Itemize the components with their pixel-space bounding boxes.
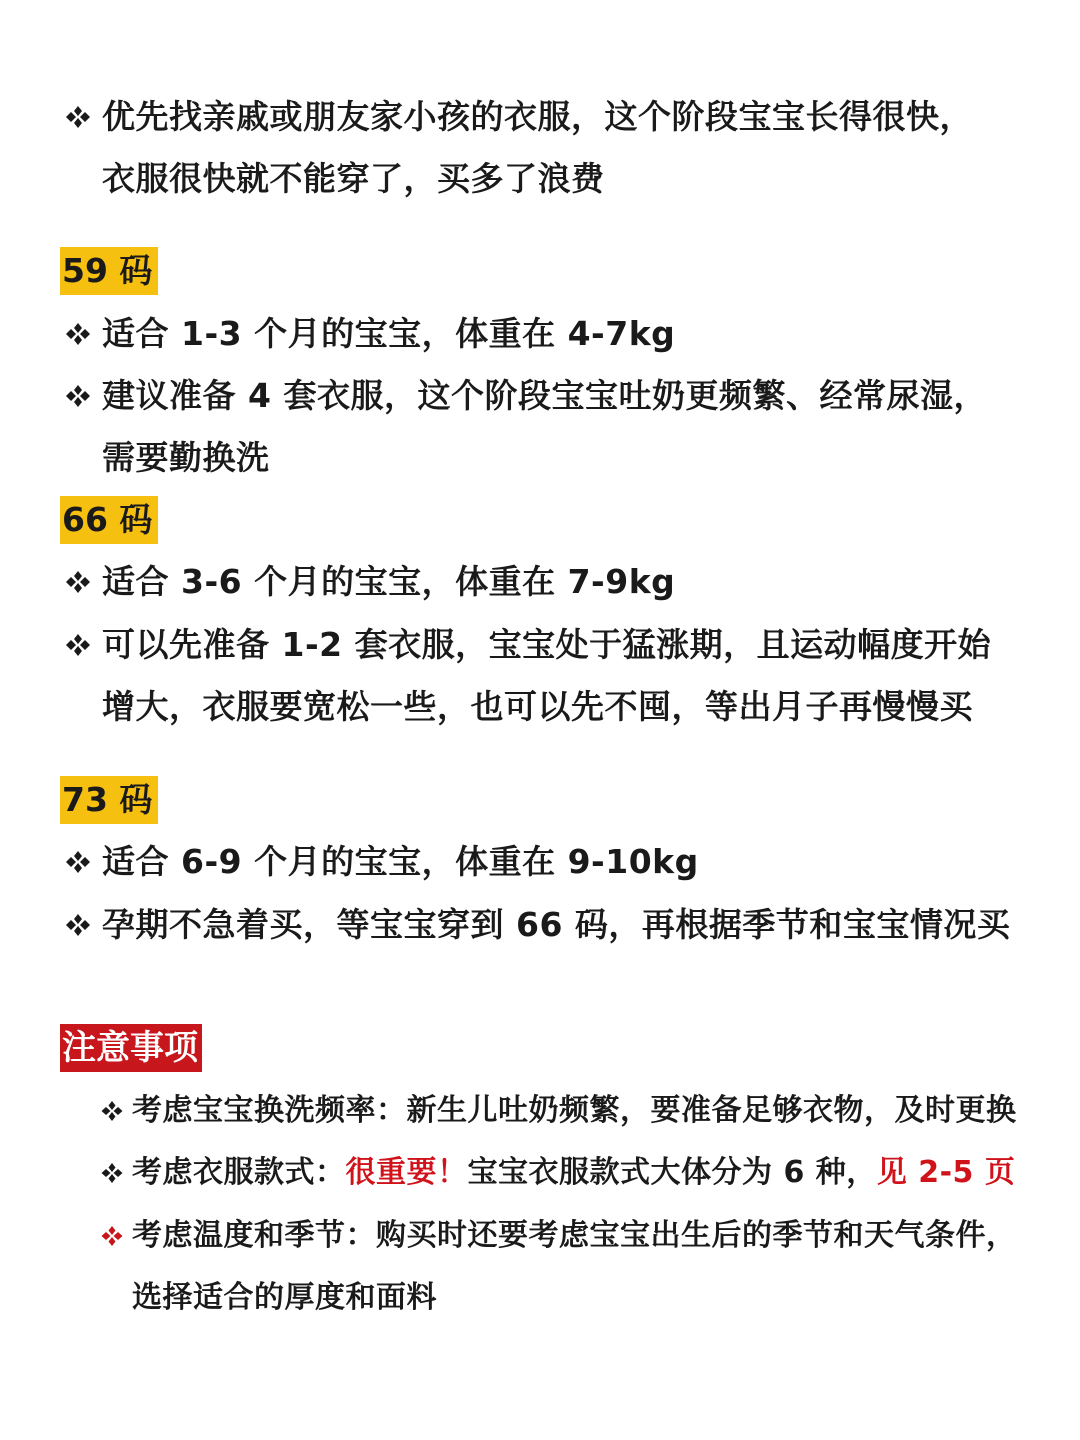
four-diamond-icon (60, 86, 96, 148)
size59-item-2 (60, 365, 1050, 489)
size73-item-2-text: 孕期不急着买，等宝宝穿到 66 码，再根据季节和宝宝情况买 (102, 905, 1011, 944)
size73-item-1-text: 适合 6-9 个月的宝宝，体重在 9-10kg (102, 842, 699, 881)
red-four-diamond-icon (96, 1205, 128, 1267)
notice-item-2 (96, 1142, 1056, 1204)
four-diamond-icon (60, 831, 96, 893)
size59-item-2-line-2: 需要勤换洗 (102, 438, 270, 477)
notice-item-1-text: 考虑宝宝换洗频率：新生儿吐奶频繁，要准备足够衣物，及时更换 (132, 1093, 1017, 1128)
size66-item-2-line-1: 可以先准备 1-2 套衣服，宝宝处于猛涨期，且运动幅度开始 (102, 625, 992, 664)
size73-item-2 (60, 894, 1050, 956)
notice-item-2-label: 考虑衣服款式： (132, 1155, 346, 1190)
intro-line-2: 衣服很快就不能穿了，买多了浪费 (102, 159, 605, 198)
notice-title: 注意事项 (60, 1024, 202, 1072)
intro-bullet (60, 86, 1050, 210)
four-diamond-icon (60, 303, 96, 365)
size66-item-1-text: 适合 3-6 个月的宝宝，体重在 7-9kg (102, 562, 676, 601)
four-diamond-icon (60, 365, 96, 427)
notice-item-2-important: 很重要！ (345, 1155, 468, 1190)
size66-item-1 (60, 551, 1050, 613)
four-diamond-icon (96, 1142, 128, 1204)
size66-item-2 (60, 614, 1050, 738)
intro-line-1: 优先找亲戚或朋友家小孩的衣服，这个阶段宝宝长得很快， (102, 97, 973, 136)
notice-item-1 (96, 1080, 1056, 1142)
size59-item-1-text: 适合 1-3 个月的宝宝，体重在 4-7kg (102, 314, 676, 353)
notice-item-3 (96, 1205, 1056, 1329)
notice-item-2-page-ref: 见 2-5 页 (876, 1155, 1016, 1190)
size66-item-2-line-2: 增大，衣服要宽松一些，也可以先不囤，等出月子再慢慢买 (102, 687, 973, 726)
four-diamond-icon (60, 894, 96, 956)
size-tag-59: 59 码 (60, 247, 158, 295)
four-diamond-icon (60, 614, 96, 676)
size59-item-2-line-1: 建议准备 4 套衣服，这个阶段宝宝吐奶更频繁、经常尿湿， (102, 376, 987, 415)
notice-item-3-line-2: 选择适合的厚度和面料 (132, 1280, 437, 1315)
notice-item-3-line-1: 考虑温度和季节：购买时还要考虑宝宝出生后的季节和天气条件， (132, 1218, 1017, 1253)
four-diamond-icon (60, 551, 96, 613)
size-tag-73: 73 码 (60, 776, 158, 824)
size-tag-66: 66 码 (60, 496, 158, 544)
size73-item-1 (60, 831, 1050, 893)
four-diamond-icon (96, 1080, 128, 1142)
notice-item-2-body: 宝宝衣服款式大体分为 6 种， (467, 1155, 877, 1190)
size59-item-1 (60, 303, 1050, 365)
